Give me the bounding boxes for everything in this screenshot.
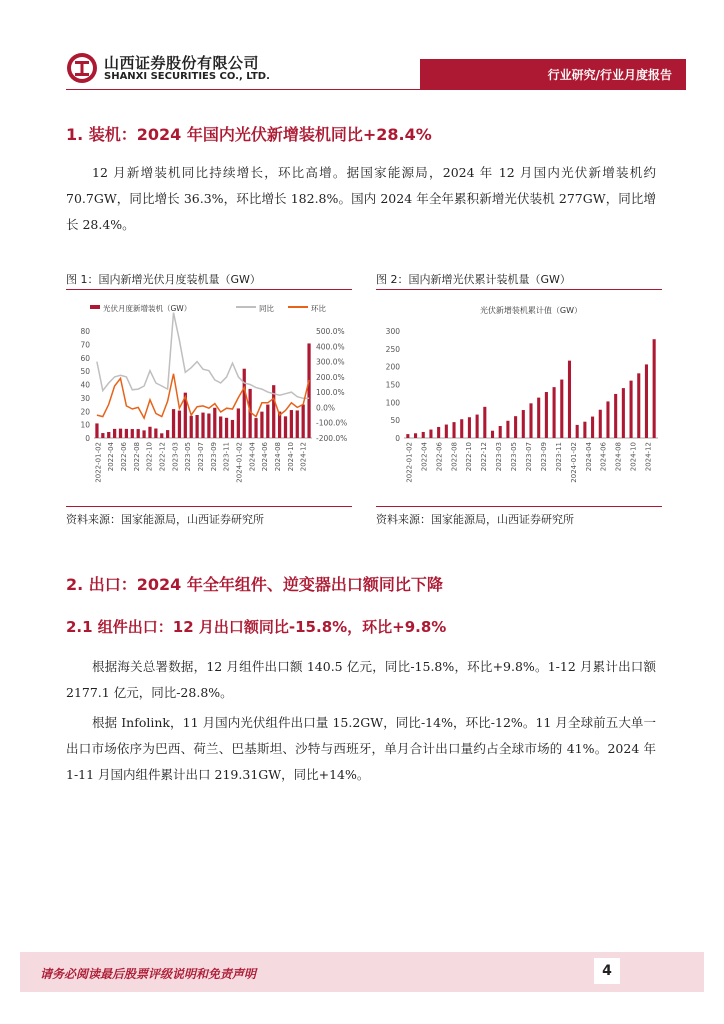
report-type: 行业研究/行业月度报告 <box>547 68 672 82</box>
y-left-tick-label: 60 <box>80 353 90 363</box>
section-1-title: 1. 装机：2024 年国内光伏新增装机同比+28.4% <box>66 125 432 144</box>
y-right-tick-label: 200.0% <box>316 372 345 382</box>
x-tick-label: 2024-04 <box>584 442 593 472</box>
figure-1-top-rule <box>66 289 352 290</box>
cumulative-install-bar <box>545 392 548 438</box>
monthly-install-bar <box>195 415 198 438</box>
x-tick-label: 2024-10 <box>286 442 295 472</box>
x-tick-label: 2022-01-02 <box>94 442 103 483</box>
cumulative-install-bar <box>406 434 409 438</box>
x-tick-label: 2022-12 <box>480 442 489 472</box>
cumulative-install-bar <box>437 427 440 438</box>
monthly-install-bar <box>237 408 240 438</box>
x-tick-label: 2023-09 <box>539 442 548 472</box>
cumulative-install-bar <box>499 426 502 438</box>
y-tick-label: 300 <box>385 327 400 336</box>
y-left-tick-label: 40 <box>80 380 90 390</box>
x-tick-label: 2024-04 <box>248 442 257 472</box>
monthly-install-bar <box>213 408 216 438</box>
company-name-cn: 山西证券股份有限公司 <box>104 54 260 72</box>
x-tick-label: 2023-03 <box>495 442 504 472</box>
monthly-install-bar <box>178 411 181 438</box>
y-left-tick-label: 80 <box>80 327 90 336</box>
x-tick-label: 2022-06 <box>120 442 129 472</box>
y-left-tick-label: 20 <box>80 407 90 417</box>
x-tick-label: 2022-08 <box>450 442 459 472</box>
cumulative-install-bar <box>429 430 432 438</box>
monthly-install-bar <box>290 410 293 438</box>
cumulative-install-bar <box>576 425 579 438</box>
figure-2-title: 图 2：国内新增光伏累计装机量（GW） <box>376 273 571 286</box>
y-right-tick-label: 100.0% <box>316 388 345 398</box>
cumulative-install-bar <box>468 417 471 438</box>
y-left-tick-label: 0 <box>85 434 90 443</box>
monthly-install-bar <box>154 429 157 438</box>
cumulative-install-bar <box>422 432 425 438</box>
cumulative-install-bar <box>491 431 494 438</box>
company-name-en: SHANXI SECURITIES CO., LTD. <box>104 71 270 82</box>
monthly-install-bar <box>254 418 257 438</box>
cumulative-install-bar <box>476 415 479 438</box>
x-tick-label: 2024-08 <box>614 442 623 472</box>
x-tick-label: 2022-10 <box>145 442 154 472</box>
x-tick-label: 2024-06 <box>599 442 608 472</box>
y-tick-label: 250 <box>385 344 400 354</box>
monthly-install-bar <box>190 416 193 438</box>
section-1-paragraph: 12 月新增装机同比持续增长，环比高增。据国家能源局，2024 年 12 月国内光伏新增装机约 70.7GW，同比增长 36.3%，环比增长 182.8%。国内 2024 年全年累积新增光伏装机 277GW，同比增长 28.4%。 <box>66 165 656 232</box>
monthly-install-bar <box>160 433 163 438</box>
y-right-tick-label: 0.0% <box>316 403 336 413</box>
y-left-tick-label: 10 <box>80 420 90 430</box>
monthly-install-bar <box>225 418 228 438</box>
x-tick-label: 2023-11 <box>222 442 231 472</box>
legend-yoy-label: 同比 <box>259 304 274 313</box>
figure-1-title: 图 1：国内新增光伏月度装机量（GW） <box>66 273 261 286</box>
cumulative-install-bar <box>645 364 648 438</box>
cumulative-install-bar <box>460 419 463 438</box>
cumulative-install-bar <box>653 339 656 438</box>
x-tick-label: 2023-05 <box>510 442 519 472</box>
y-right-tick-label: -100.0% <box>316 418 348 428</box>
y-left-tick-label: 70 <box>80 340 90 350</box>
cumulative-install-bar <box>529 403 532 438</box>
x-tick-label: 2022-04 <box>107 442 116 472</box>
x-tick-label: 2022-01-02 <box>405 442 414 483</box>
x-tick-label: 2023-07 <box>525 442 533 472</box>
monthly-install-bar <box>231 420 234 438</box>
cumulative-install-bar <box>591 417 594 438</box>
footer-disclaimer: 请务必阅读最后股票评级说明和免责声明 <box>40 967 257 981</box>
cumulative-install-bar <box>483 407 486 438</box>
monthly-install-bar <box>307 343 310 438</box>
cumulative-install-bar <box>599 410 602 438</box>
cumulative-install-bar <box>522 410 525 438</box>
x-tick-label: 2024-08 <box>273 442 282 472</box>
cumulative-install-bar <box>568 361 571 438</box>
y-right-tick-label: 300.0% <box>316 357 345 367</box>
x-tick-label: 2023-11 <box>554 442 563 472</box>
page-header <box>0 0 724 95</box>
x-tick-label: 2023-05 <box>184 442 193 472</box>
cumulative-install-bar <box>506 421 509 438</box>
figure-2-bottom-rule <box>376 506 662 507</box>
monthly-install-bar <box>201 413 204 438</box>
x-tick-label: 2023-09 <box>209 442 218 472</box>
monthly-install-bar <box>125 429 128 438</box>
x-tick-label: 2022-06 <box>435 442 444 472</box>
monthly-install-bar <box>284 416 287 438</box>
page-number: 4 <box>594 958 620 984</box>
monthly-install-bar <box>302 405 305 438</box>
cumulative-install-bar <box>560 380 563 438</box>
monthly-install-bar <box>243 369 246 438</box>
cumulative-install-bar <box>452 422 455 438</box>
cumulative-install-bar <box>537 398 540 438</box>
figure-2-source: 资料来源：国家能源局，山西证券研究所 <box>376 513 574 526</box>
cumulative-install-bar <box>630 381 633 438</box>
x-tick-label: 2022-10 <box>465 442 474 472</box>
y-right-tick-label: 400.0% <box>316 342 345 352</box>
monthly-install-bar <box>137 429 140 438</box>
x-tick-label: 2024-12 <box>644 442 653 472</box>
cumulative-install-bar <box>622 388 625 438</box>
x-tick-label: 2024-01-02 <box>569 442 578 483</box>
monthly-install-bar <box>148 427 151 438</box>
x-tick-label: 2024-12 <box>299 442 308 472</box>
section-2-paragraph-1: 根据海关总署数据，12 月组件出口额 140.5 亿元，同比-15.8%，环比+9.8%。1-12 月累计出口额 2177.1 亿元，同比-28.8%。 <box>66 659 656 700</box>
chart-2-inner-title: 光伏新增装机累计值（GW） <box>479 306 583 315</box>
header-divider <box>66 89 686 90</box>
legend-mom-label: 环比 <box>311 304 326 313</box>
x-tick-label: 2023-03 <box>171 442 180 472</box>
figure-1-bottom-rule <box>66 506 352 507</box>
y-tick-label: 50 <box>390 416 400 426</box>
x-tick-label: 2024-01-02 <box>235 442 244 483</box>
yoy-series-line <box>97 313 309 399</box>
x-tick-label: 2022-12 <box>158 442 167 472</box>
cumulative-install-bar <box>514 416 517 438</box>
cumulative-install-bar <box>637 373 640 438</box>
section-2-title: 2. 出口：2024 年全年组件、逆变器出口额同比下降 <box>66 575 443 594</box>
y-left-tick-label: 30 <box>80 393 90 403</box>
cumulative-install-bar <box>414 433 417 438</box>
x-tick-label: 2023-07 <box>197 442 205 472</box>
cumulative-install-bar <box>606 401 609 438</box>
monthly-install-bar <box>260 412 263 438</box>
y-right-tick-label: 500.0% <box>316 327 345 336</box>
x-tick-label: 2022-08 <box>132 442 141 472</box>
monthly-install-bar <box>207 414 210 438</box>
cumulative-install-bar <box>445 425 448 438</box>
monthly-install-bar <box>166 430 169 438</box>
monthly-install-bar <box>119 429 122 438</box>
monthly-install-bar <box>266 405 269 438</box>
legend-bar-label: 光伏月度新增装机（GW） <box>103 304 192 313</box>
figure-1-chart <box>66 293 356 505</box>
monthly-install-bar <box>95 423 98 438</box>
x-tick-label: 2022-04 <box>420 442 429 472</box>
monthly-install-bar <box>172 409 175 438</box>
figure-2-top-rule <box>376 289 662 290</box>
y-tick-label: 200 <box>385 362 400 372</box>
monthly-install-bar <box>131 429 134 438</box>
section-2-1-title: 2.1 组件出口：12 月出口额同比-15.8%，环比+9.8% <box>66 618 447 636</box>
monthly-install-bar <box>219 416 222 438</box>
x-tick-label: 2024-06 <box>261 442 270 472</box>
x-tick-label: 2024-10 <box>629 442 638 472</box>
figure-2-chart <box>376 293 666 505</box>
company-logo-icon <box>66 52 98 84</box>
section-2-paragraph-2: 根据 Infolink，11 月国内光伏组件出口量 15.2GW，同比-14%，环比-12%。11 月全球前五大单一出口市场依序为巴西、荷兰、巴基斯坦、沙特与西班牙，单月合计出口量约占全球市场的 41%。2024 年 1-11 月国内组件累计出口 219.31GW，同比+14%。 <box>66 715 656 782</box>
cumulative-install-bar <box>614 394 617 438</box>
y-left-tick-label: 50 <box>80 367 90 377</box>
y-right-tick-label: -200.0% <box>316 434 348 443</box>
monthly-install-bar <box>142 430 145 438</box>
monthly-install-bar <box>296 410 299 438</box>
y-tick-label: 150 <box>385 380 400 390</box>
cumulative-install-bar <box>583 422 586 438</box>
legend-bar-swatch <box>90 305 100 309</box>
y-tick-label: 0 <box>395 434 400 443</box>
figure-1-source: 资料来源：国家能源局，山西证券研究所 <box>66 513 264 526</box>
cumulative-install-bar <box>553 387 556 438</box>
y-tick-label: 100 <box>385 398 400 408</box>
monthly-install-bar <box>113 429 116 438</box>
monthly-install-bar <box>101 433 104 438</box>
monthly-install-bar <box>107 432 110 438</box>
